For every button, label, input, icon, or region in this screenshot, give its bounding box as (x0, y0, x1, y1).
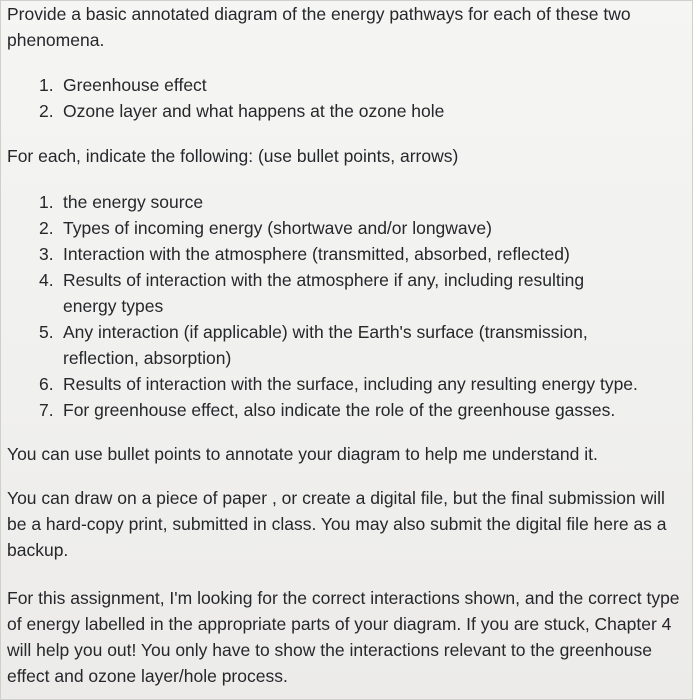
list-number: 5. (39, 322, 54, 342)
bullet-note: You can use bullet points to annotate your diagram to help me understand it. (7, 444, 598, 464)
list-item-text: Ozone layer and what happens at the ozone hole (63, 101, 445, 121)
list-item (39, 72, 444, 98)
list-item-text: Interaction with the atmosphere (transmitted, absorbed, reflected) (63, 244, 570, 264)
intro-text: Provide a basic annotated diagram of the energy pathways for each of these two phenomena. (7, 4, 631, 50)
list-item (39, 371, 689, 397)
list-item (39, 397, 689, 423)
list-item (39, 215, 689, 241)
list-item (39, 241, 689, 267)
submission-note: You can draw on a piece of paper , or create a digital file, but the final submission will be a hard-copy print, submitted in class. You may also submit the digital file here as a backup. (7, 488, 667, 560)
list-number: 6. (39, 374, 54, 394)
list-item (39, 98, 444, 124)
list-number: 2. (39, 218, 54, 238)
list-item-text: the energy source (63, 192, 204, 212)
list-number: 2. (39, 101, 54, 121)
list-item (39, 189, 689, 215)
list-item-text: Any interaction (if applicable) with the Earth's surface (transmission, reflection, absorption) (63, 322, 588, 368)
list-item-text: Results of interaction with the surface, including any resulting energy type. (63, 374, 638, 394)
list-number: 4. (39, 270, 54, 290)
list-number: 1. (39, 75, 54, 95)
list-item-text: For greenhouse effect, also indicate the role of the greenhouse gasses. (63, 400, 616, 420)
list-number: 1. (39, 192, 54, 212)
indicate-heading: For each, indicate the following: (use bullet points, arrows) (7, 146, 459, 166)
list-number: 7. (39, 400, 54, 420)
phenomena-list (39, 72, 444, 124)
list-item (39, 267, 638, 319)
list-item-text: Results of interaction with the atmosphere if any, including resulting energy types (63, 270, 585, 316)
list-item-text: Greenhouse effect (63, 75, 207, 95)
assignment-note: For this assignment, I'm looking for the correct interactions shown, and the correct type of energy labelled in the appropriate parts of your diagram. If you are stuck, Chapter 4 will help you out! You only have to show the interactions relevant to the greenhouse effect and ozone layer/hole process. (7, 588, 680, 686)
list-number: 3. (39, 244, 54, 264)
list-item (39, 319, 663, 371)
list-item-text: Types of incoming energy (shortwave and/or longwave) (63, 218, 492, 238)
task-list (39, 189, 689, 423)
